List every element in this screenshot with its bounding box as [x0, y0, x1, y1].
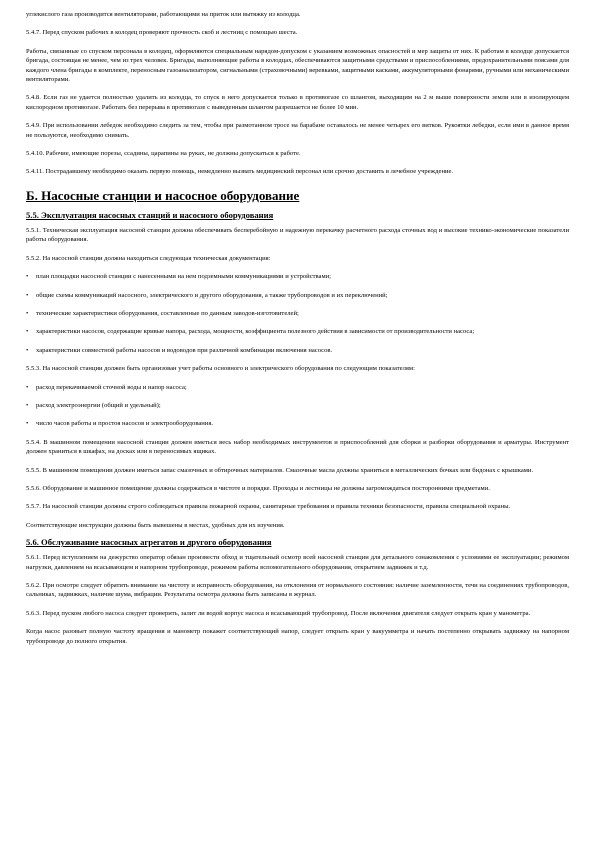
paragraph-5-6-3: 5.6.3. Перед пуском любого насоса следует проверить, залит ли водой корпус насоса и всасывающий трубопровод. После включения двигателя следует открыть кран у манометра. [26, 609, 531, 617]
paragraph-5-5-6: 5.5.6. Оборудование и машинное помещение должны содержаться в чистоте и порядке. Проходы и лестницы не должны загромождаться посторонними предметами. [26, 484, 490, 492]
paragraph-last: Когда насос разовьет полную частоту вращения и манометр покажет соответствующий напор, следует открыть кран у вакуумметра и начать постепенно открывать задвижку на напорном трубопроводе до полного открытия. [26, 628, 569, 645]
paragraph-work-permit: Работы, связанные со спуском персонала в колодец, оформляются специальным нарядом-допуском с указанием возможных опасностей и мер защиты от них. К работам в колодце допускается бригада, состоящая не менее, чем из трех человек. Бригады, выполняющие работы в колодцах, обеспечиваются защитными средствами и приспособлениями, предохранительными поясами для каждого члена бригады в комплекте, переносным газоанализатором, сигнальными (страховочными) веревками, защитными касками, аккумуляторными фонарями, ручными или механическими вентиляторами. [26, 47, 569, 84]
paragraph-5-5-5: 5.5.5. В машинном помещении должен иметься запас смазочных и обтирочных материалов. Смазочные масла должны храниться в металлических бочках или бидонах с крышками. [26, 466, 534, 474]
paragraph-5-5-3: 5.5.3. На насосной станции должен быть организован учет работы основного и электрического оборудования по следующим показателям: [26, 365, 415, 373]
list-item: • расход перекачиваемой сточной воды и напор насоса; [26, 383, 187, 391]
paragraph: углекислого газа производится вентиляторами, работающими на приток или вытяжку из колодца. [26, 11, 301, 18]
paragraph-5-4-9: 5.4.9. При использовании лебедок необходимо следить за тем, чтобы при размотанном тросе на барабане оставалось не менее четырех его витков. Рукоятки лебедки, если ими в данное время не пользуются, необходимо снимать. [26, 122, 569, 139]
paragraph-instructions: Соответствующие инструкции должны быть вывешены в местах, удобных для их изучения. [26, 521, 285, 529]
list-item: • характеристики совместной работы насосов и водоводов при различной комбинации включения насосов. [26, 346, 333, 354]
list-item: • характеристики насосов, содержащие кривые напора, расхода, мощности, коэффициента полезного действия в зависимости от производительности насоса; [26, 328, 475, 336]
list-item: • технические характеристики оборудования, составленные по данным заводов-изготовителей; [26, 309, 299, 317]
paragraph-5-5-4: 5.5.4. В машинном помещении насосной станции должен иметься весь набор необходимых инструментов и приспособлений для сборки и разборки оборудования и арматуры. Инструмент должен храниться в шкафах, на досках или в переносимых ящиках. [26, 438, 569, 456]
paragraph-5-5-7: 5.5.7. На насосной станции должны строго соблюдаться правила пожарной охраны, санитарные требования и правила техники безопасности, правила специальной охраны. [26, 503, 511, 511]
paragraph-5-6-1: 5.6.1. Перед вступлением на дежурство оператор обязан произвести обход и тщательный осмотр всей насосной станции для детального ознакомления с условиями ее эксплуатации; режимом нагрузки, давлением на всасывающем и напорном трубопроводе, режимом работы вспомогательного оборудования, открытием задвижек и т.д. [26, 554, 569, 571]
list-item: • общие схемы коммуникаций насосного, электрического и другого оборудования, а также трубопроводов и их переключений; [26, 291, 388, 299]
paragraph-5-4-11: 5.4.11. Пострадавшему необходимо оказать первую помощь, немедленно вызвать медицинский персонал или срочно доставить в лечебное учреждение. [26, 168, 454, 176]
list-item: • план площадки насосной станции с нанесенными на нем подземными коммуникациями и устройствами; [26, 273, 332, 281]
paragraph-5-5-2: 5.5.2. На насосной станции должна находиться следующая техническая документация: [26, 254, 271, 262]
paragraph-5-4-7: 5.4.7. Перед спуском рабочих в колодец проверяют прочность скоб и лестниц с помощью шеста. [26, 29, 298, 37]
subsection-title-5-5: 5.5. Эксплуатация насосных станций и насосного оборудования [26, 209, 274, 220]
list-item: • число часов работы и простоя насосов и электрооборудования. [26, 420, 214, 428]
subsection-title-5-6: 5.6. Обслуживание насосных агрегатов и другого оборудования [26, 537, 272, 548]
list-item: • расход электроэнергии (общий и удельный); [26, 401, 161, 409]
paragraph-5-4-8: 5.4.8. Если газ не удается полностью удалить из колодца, то спуск в него допускается только в противогазе со шлангом, выходящим на 2 м выше поверхности земли или в изолирующем кислородном противогазе. Работать без перерыва в противогазе с выведенным шлангом разрешается не более 10 мин. [26, 94, 569, 111]
section-title: Б. Насосные станции и насосное оборудование [26, 187, 300, 203]
paragraph-5-4-10: 5.4.10. Рабочие, имеющие порезы, ссадины, царапины на руках, не должны допускаться к работе. [26, 150, 301, 158]
paragraph-5-5-1: 5.5.1. Техническая эксплуатация насосной станции должна обеспечивать бесперебойную и надежную перекачку расчетного расхода сточных вод и высокие технико-экономические показатели работы оборудования. [26, 226, 569, 244]
paragraph-5-6-2: 5.6.2. При осмотре следует обратить внимание на чистоту и исправность оборудования, на отклонения от нормального состояния: наличие заземленности, течи на соединениях трубопроводов, сальниках, задвижках, наличие шума, вибрации. Результаты осмотра должны быть записаны в журнал. [26, 582, 569, 599]
